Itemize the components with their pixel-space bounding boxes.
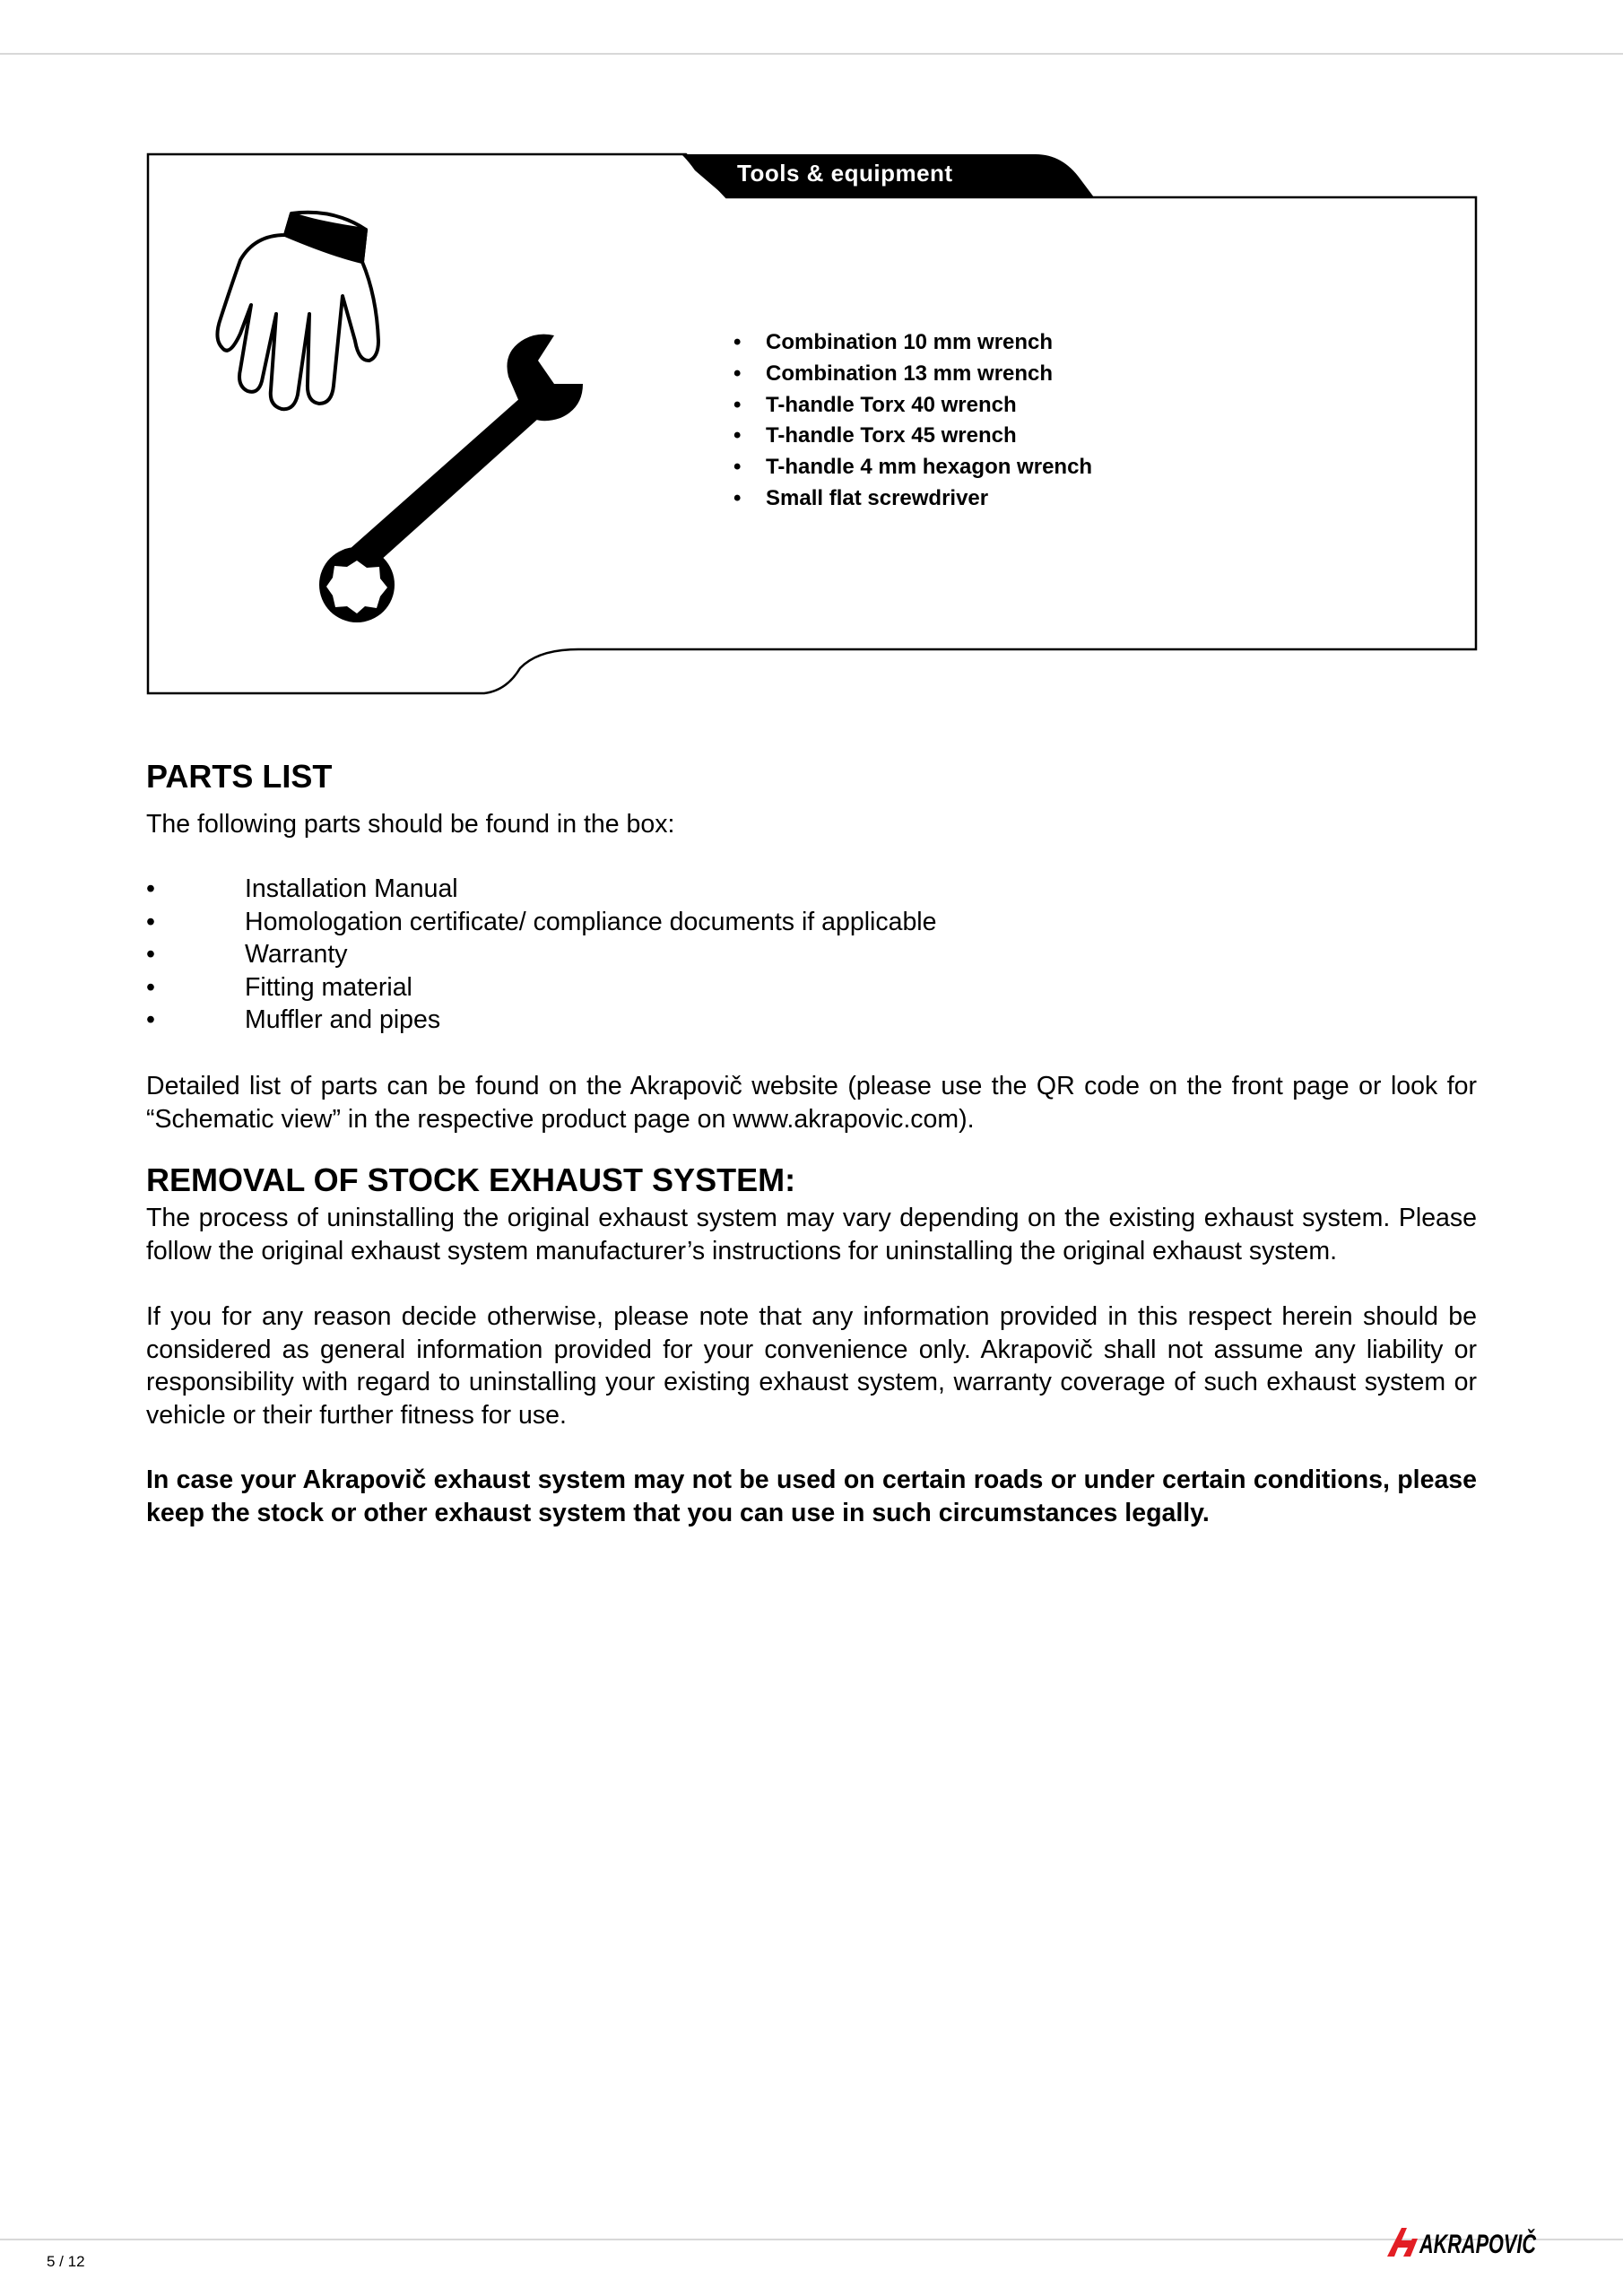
page-number: 5 / 12: [47, 2253, 85, 2270]
removal-heading: REMOVAL OF STOCK EXHAUST SYSTEM:: [146, 1161, 796, 1198]
tools-item: • Combination 13 mm wrench: [733, 359, 1092, 390]
glove-icon: [217, 213, 378, 409]
tools-item: • T-handle 4 mm hexagon wrench: [733, 452, 1092, 483]
tools-item: • Combination 10 mm wrench: [733, 327, 1092, 359]
parts-item: • Homologation certificate/ compliance documents if applicable: [146, 906, 937, 939]
removal-warning: In case your Akrapovič exhaust system may not be used on certain roads or under certain conditions, please keep the stock or other exhaust system that you can use in such circumstances legally.: [146, 1465, 1477, 1527]
parts-heading: PARTS LIST: [146, 758, 333, 795]
tools-list: [733, 327, 1092, 515]
bottom-rule: [0, 2239, 1623, 2240]
parts-note: Detailed list of parts can be found on the Akrapovič website (please use the QR code on the front page or look for “Schematic view” in the respective product page on www.akrapovic.com).: [146, 1072, 1477, 1134]
akrapovic-logo: [1385, 2221, 1582, 2259]
parts-intro: The following parts should be found in the box:: [146, 810, 675, 839]
removal-paragraph-1: The process of uninstalling the original exhaust system may vary depending on the existing exhaust system. Please follow the original exhaust system manufacturer’s instructions for uninstalling the original exhaust system.: [146, 1204, 1477, 1265]
tools-item: • T-handle Torx 45 wrench: [733, 421, 1092, 452]
parts-item: • Installation Manual: [146, 873, 937, 906]
wrench-icon: [319, 335, 583, 622]
parts-item: • Muffler and pipes: [146, 1004, 937, 1037]
parts-list: [146, 873, 937, 1037]
svg-text:AKRAPOVIČ: AKRAPOVIČ: [1419, 2230, 1582, 2259]
tools-item: • T-handle Torx 40 wrench: [733, 390, 1092, 422]
removal-paragraph-2: If you for any reason decide otherwise, please note that any information provided in this respect herein should be considered as general information provided for your convenience only. Akrapovič shall not assume any liability or responsibility with regard to uninstalling your existing exhaust system, warranty coverage of such exhaust system or vehicle or their further fitness for use.: [146, 1302, 1477, 1430]
tools-item: • Small flat screwdriver: [733, 483, 1092, 515]
parts-item: • Warranty: [146, 938, 937, 971]
parts-item: • Fitting material: [146, 971, 937, 1004]
tools-title: Tools & equipment: [737, 160, 953, 187]
